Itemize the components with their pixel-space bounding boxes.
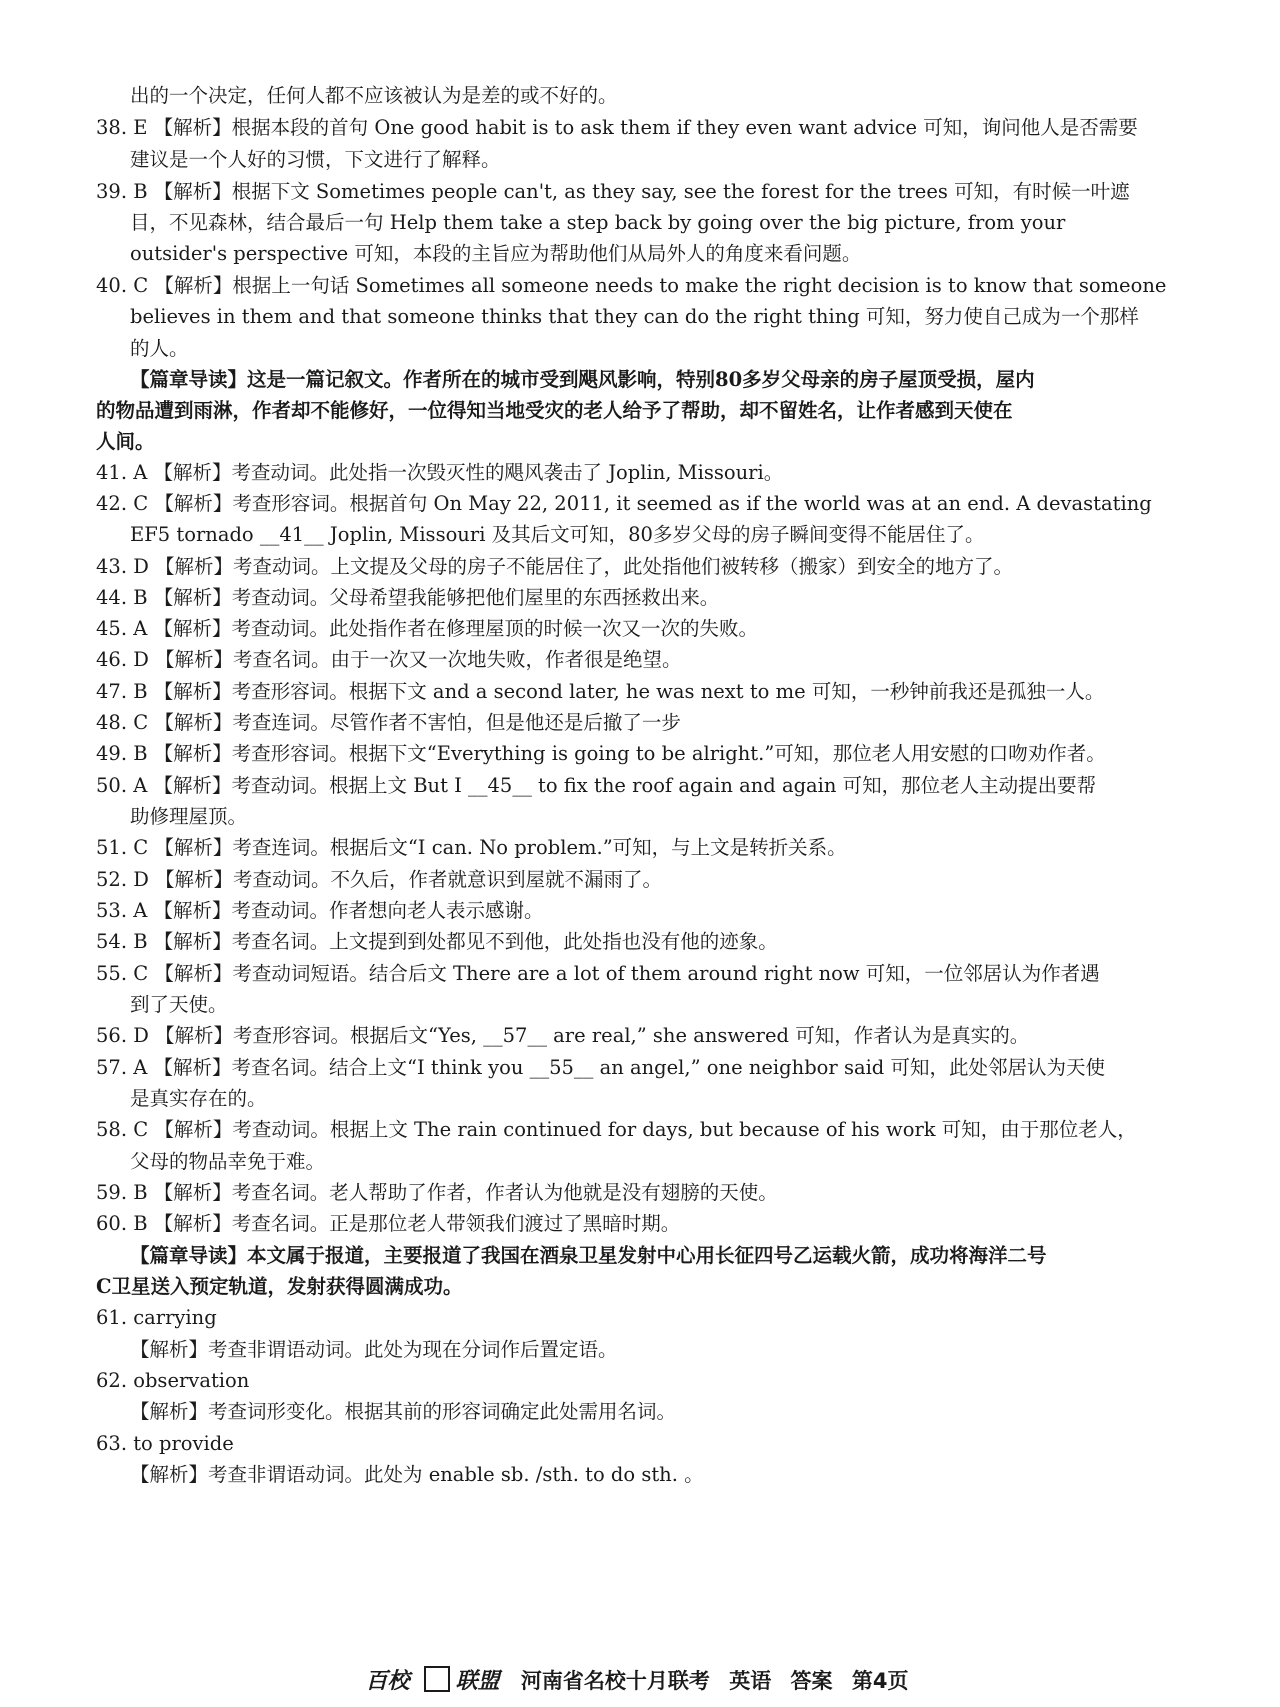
text-line: 助修理屋顶。 [130, 805, 248, 828]
answer-44: 44. B 【解析】考查动词。父母希望我能够把他们屋里的东西拯救出来。 [96, 586, 720, 609]
answer-54: 54. B 【解析】考查名词。上文提到到处都见不到他，此处指也没有他的迹象。 [96, 930, 778, 953]
text-line: 的物品遭到雨淋，作者却不能修好，一位得知当地受灾的老人给予了帮助，却不留姓名，让作者感到天使在 [96, 399, 1013, 422]
passage-guide: 【篇章导读】本文属于报道，主要报道了我国在酒泉卫星发射中心用长征四号乙运载火箭，成功将海洋二号 [130, 1244, 1047, 1267]
answer-39: 39. B 【解析】根据下文 Sometimes people can't, as they say, see the forest for the trees 可知，有时候一叶遮 [96, 180, 1130, 203]
answer-49: 49. B 【解析】考查形容词。根据下文“Everything is going to be alright.”可知，那位老人用安慰的口吻劝作者。 [96, 742, 1106, 765]
answer-47: 47. B 【解析】考查形容词。根据下文 and a second later, he was next to me 可知，一秒钟前我还是孤独一人。 [96, 680, 1105, 703]
answer-53: 53. A 【解析】考查动词。作者想向老人表示感谢。 [96, 899, 544, 922]
text-line: believes in them and that someone thinks that they can do the right thing 可知，努力使自己成为一个那样 [130, 305, 1139, 328]
text-line: 到了天使。 [130, 993, 228, 1016]
text-line: 目，不见森林，结合最后一句 Help them take a step back by going over the big picture, from your [130, 211, 1066, 234]
text-line: 父母的物品幸免于难。 [130, 1150, 326, 1173]
answer-40: 40. C 【解析】根据上一句话 Sometimes all someone needs to make the right decision is to know that someone [96, 274, 1167, 297]
explanation-63: 【解析】考查非谓语动词。此处为 enable sb. /sth. to do sth. 。 [130, 1463, 704, 1486]
answer-63: 63. to provide [96, 1432, 234, 1455]
page-number: 第4页 [851, 1669, 909, 1693]
explanation-61: 【解析】考查非谓语动词。此处为现在分词作后置定语。 [130, 1338, 618, 1361]
answer-43: 43. D 【解析】考查动词。上文提及父母的房子不能居住了，此处指他们被转移（搬家）到安全的地方了。 [96, 555, 1014, 578]
brand-logo-2: 联盟 [455, 1668, 500, 1694]
answer-48: 48. C 【解析】考查连词。尽管作者不害怕，但是他还是后撤了一步 [96, 711, 681, 734]
exam-name: 河南省名校十月联考 [520, 1669, 710, 1693]
answer-58: 58. C 【解析】考查动词。根据上文 The rain continued for days, but because of his work 可知，由于那位老人， [96, 1118, 1137, 1141]
answer-41: 41. A 【解析】考查动词。此处指一次毁灭性的飓风袭击了 Joplin, Missouri。 [96, 461, 784, 484]
answer-38: 38. E 【解析】根据本段的首句 One good habit is to ask them if they even want advice 可知，询问他人是否需要 [96, 116, 1138, 139]
answer-60: 60. B 【解析】考查名词。正是那位老人带领我们渡过了黑暗时期。 [96, 1212, 681, 1235]
text-line: 人间。 [96, 430, 155, 453]
text-line: C卫星送入预定轨道，发射获得圆满成功。 [96, 1275, 463, 1298]
answer-52: 52. D 【解析】考查动词。不久后，作者就意识到屋就不漏雨了。 [96, 868, 663, 891]
page-footer [0, 1666, 1280, 1694]
passage-guide: 【篇章导读】这是一篇记叙文。作者所在的城市受到飓风影响，特别80多岁父母亲的房子屋顶受损，屋内 [130, 368, 1035, 391]
answer-45: 45. A 【解析】考查动词。此处指作者在修理屋顶的时候一次又一次的失败。 [96, 617, 758, 640]
answer-61: 61. carrying [96, 1306, 217, 1329]
answer-56: 56. D 【解析】考查形容词。根据后文“Yes, __57__ are real,” she answered 可知，作者认为是真实的。 [96, 1024, 1030, 1047]
text-line: 的人。 [130, 337, 189, 360]
answer-51: 51. C 【解析】考查连词。根据后文“I can. No problem.”可知，与上文是转折关系。 [96, 836, 847, 859]
doc-type: 答案 [790, 1669, 833, 1693]
text-line: 出的一个决定，任何人都不应该被认为是差的或不好的。 [130, 84, 618, 107]
seal-icon [424, 1666, 450, 1692]
answer-46: 46. D 【解析】考查名词。由于一次又一次地失败，作者很是绝望。 [96, 648, 682, 671]
explanation-62: 【解析】考查词形变化。根据其前的形容词确定此处需用名词。 [130, 1400, 677, 1423]
subject: 英语 [729, 1669, 772, 1693]
brand-logo: 百校 [365, 1668, 410, 1694]
answer-57: 57. A 【解析】考查名词。结合上文“I think you __55__ an angel,” one neighbor said 可知，此处邻居认为天使 [96, 1056, 1105, 1079]
text-line: 是真实存在的。 [130, 1087, 267, 1110]
answer-50: 50. A 【解析】考查动词。根据上文 But I __45__ to fix the roof again and again 可知，那位老人主动提出要帮 [96, 774, 1097, 797]
answer-55: 55. C 【解析】考查动词短语。结合后文 There are a lot of them around right now 可知，一位邻居认为作者遇 [96, 962, 1100, 985]
text-line: 建议是一个人好的习惯，下文进行了解释。 [130, 148, 501, 171]
text-line: EF5 tornado __41__ Joplin, Missouri 及其后文可知，80多岁父母的房子瞬间变得不能居住了。 [130, 523, 985, 546]
answer-59: 59. B 【解析】考查名词。老人帮助了作者，作者认为他就是没有翅膀的天使。 [96, 1181, 778, 1204]
answer-62: 62. observation [96, 1369, 250, 1392]
text-line: outsider's perspective 可知，本段的主旨应为帮助他们从局外人的角度来看问题。 [130, 242, 862, 265]
answer-42: 42. C 【解析】考查形容词。根据首句 On May 22, 2011, it seemed as if the world was at an end. A devastating [96, 492, 1152, 515]
